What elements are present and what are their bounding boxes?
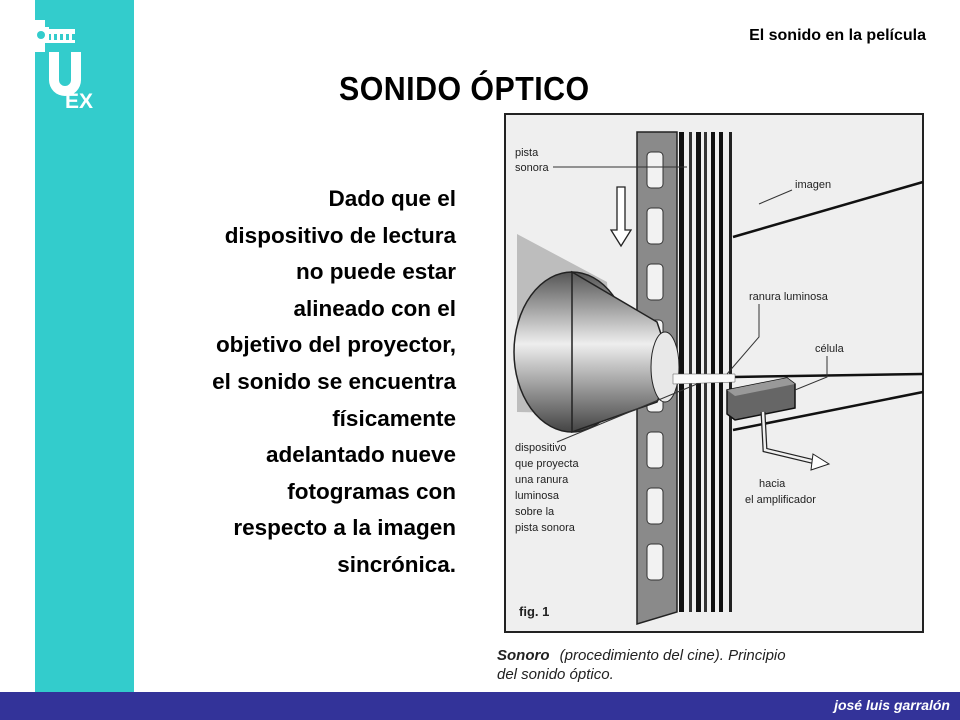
caption-rest: (procedimiento del cine). Principio — [559, 647, 786, 664]
label-ranura-luminosa: ranura luminosa — [749, 291, 828, 303]
section-title: El sonido en la película — [749, 27, 926, 44]
label-amplificador: el amplificador — [745, 494, 816, 506]
body-line: físicamente — [332, 405, 456, 431]
figure-number: fig. 1 — [519, 604, 550, 619]
body-line: adelantado nueve — [265, 442, 456, 468]
label-dispositivo-1: dispositivo — [515, 442, 567, 454]
body-line: el sonido se encuentra — [212, 368, 456, 394]
body-line: objetivo del proyector, — [215, 332, 456, 358]
body-line: no puede estar — [295, 259, 456, 285]
body-paragraph — [160, 181, 456, 584]
body-line: alineado con el — [293, 295, 456, 321]
label-imagen: imagen — [795, 179, 832, 191]
left-accent-bar — [35, 0, 134, 692]
footer-author: josé luis garralón — [834, 697, 950, 713]
label-sonora: sonora — [515, 162, 549, 174]
label-pista: pista — [515, 147, 539, 159]
body-line: sincrónica. — [337, 551, 456, 577]
logo-letters: EX — [65, 90, 94, 112]
body-line: Dado que el — [328, 186, 456, 211]
body-line: dispositivo de lectura — [224, 222, 456, 248]
slide-title: SONIDO ÓPTICO — [339, 70, 590, 107]
label-dispositivo-3: una ranura — [515, 474, 569, 486]
figure-caption-line1 — [497, 647, 786, 664]
label-dispositivo-4: luminosa — [515, 490, 560, 502]
label-celula: célula — [815, 343, 844, 355]
caption-bold-word: Sonoro — [497, 647, 550, 664]
body-line: respecto a la imagen — [233, 515, 456, 541]
body-line: fotogramas con — [287, 478, 456, 504]
figure-caption-line2: del sonido óptico. — [497, 666, 614, 683]
label-dispositivo-5: sobre la — [515, 506, 555, 518]
uex-logo-icon — [35, 0, 134, 112]
label-dispositivo-2: que proyecta — [515, 458, 579, 470]
footer-bar — [0, 692, 960, 720]
label-hacia: hacia — [759, 478, 786, 490]
label-dispositivo-6: pista sonora — [515, 522, 575, 534]
optical-sound-figure — [497, 112, 930, 694]
